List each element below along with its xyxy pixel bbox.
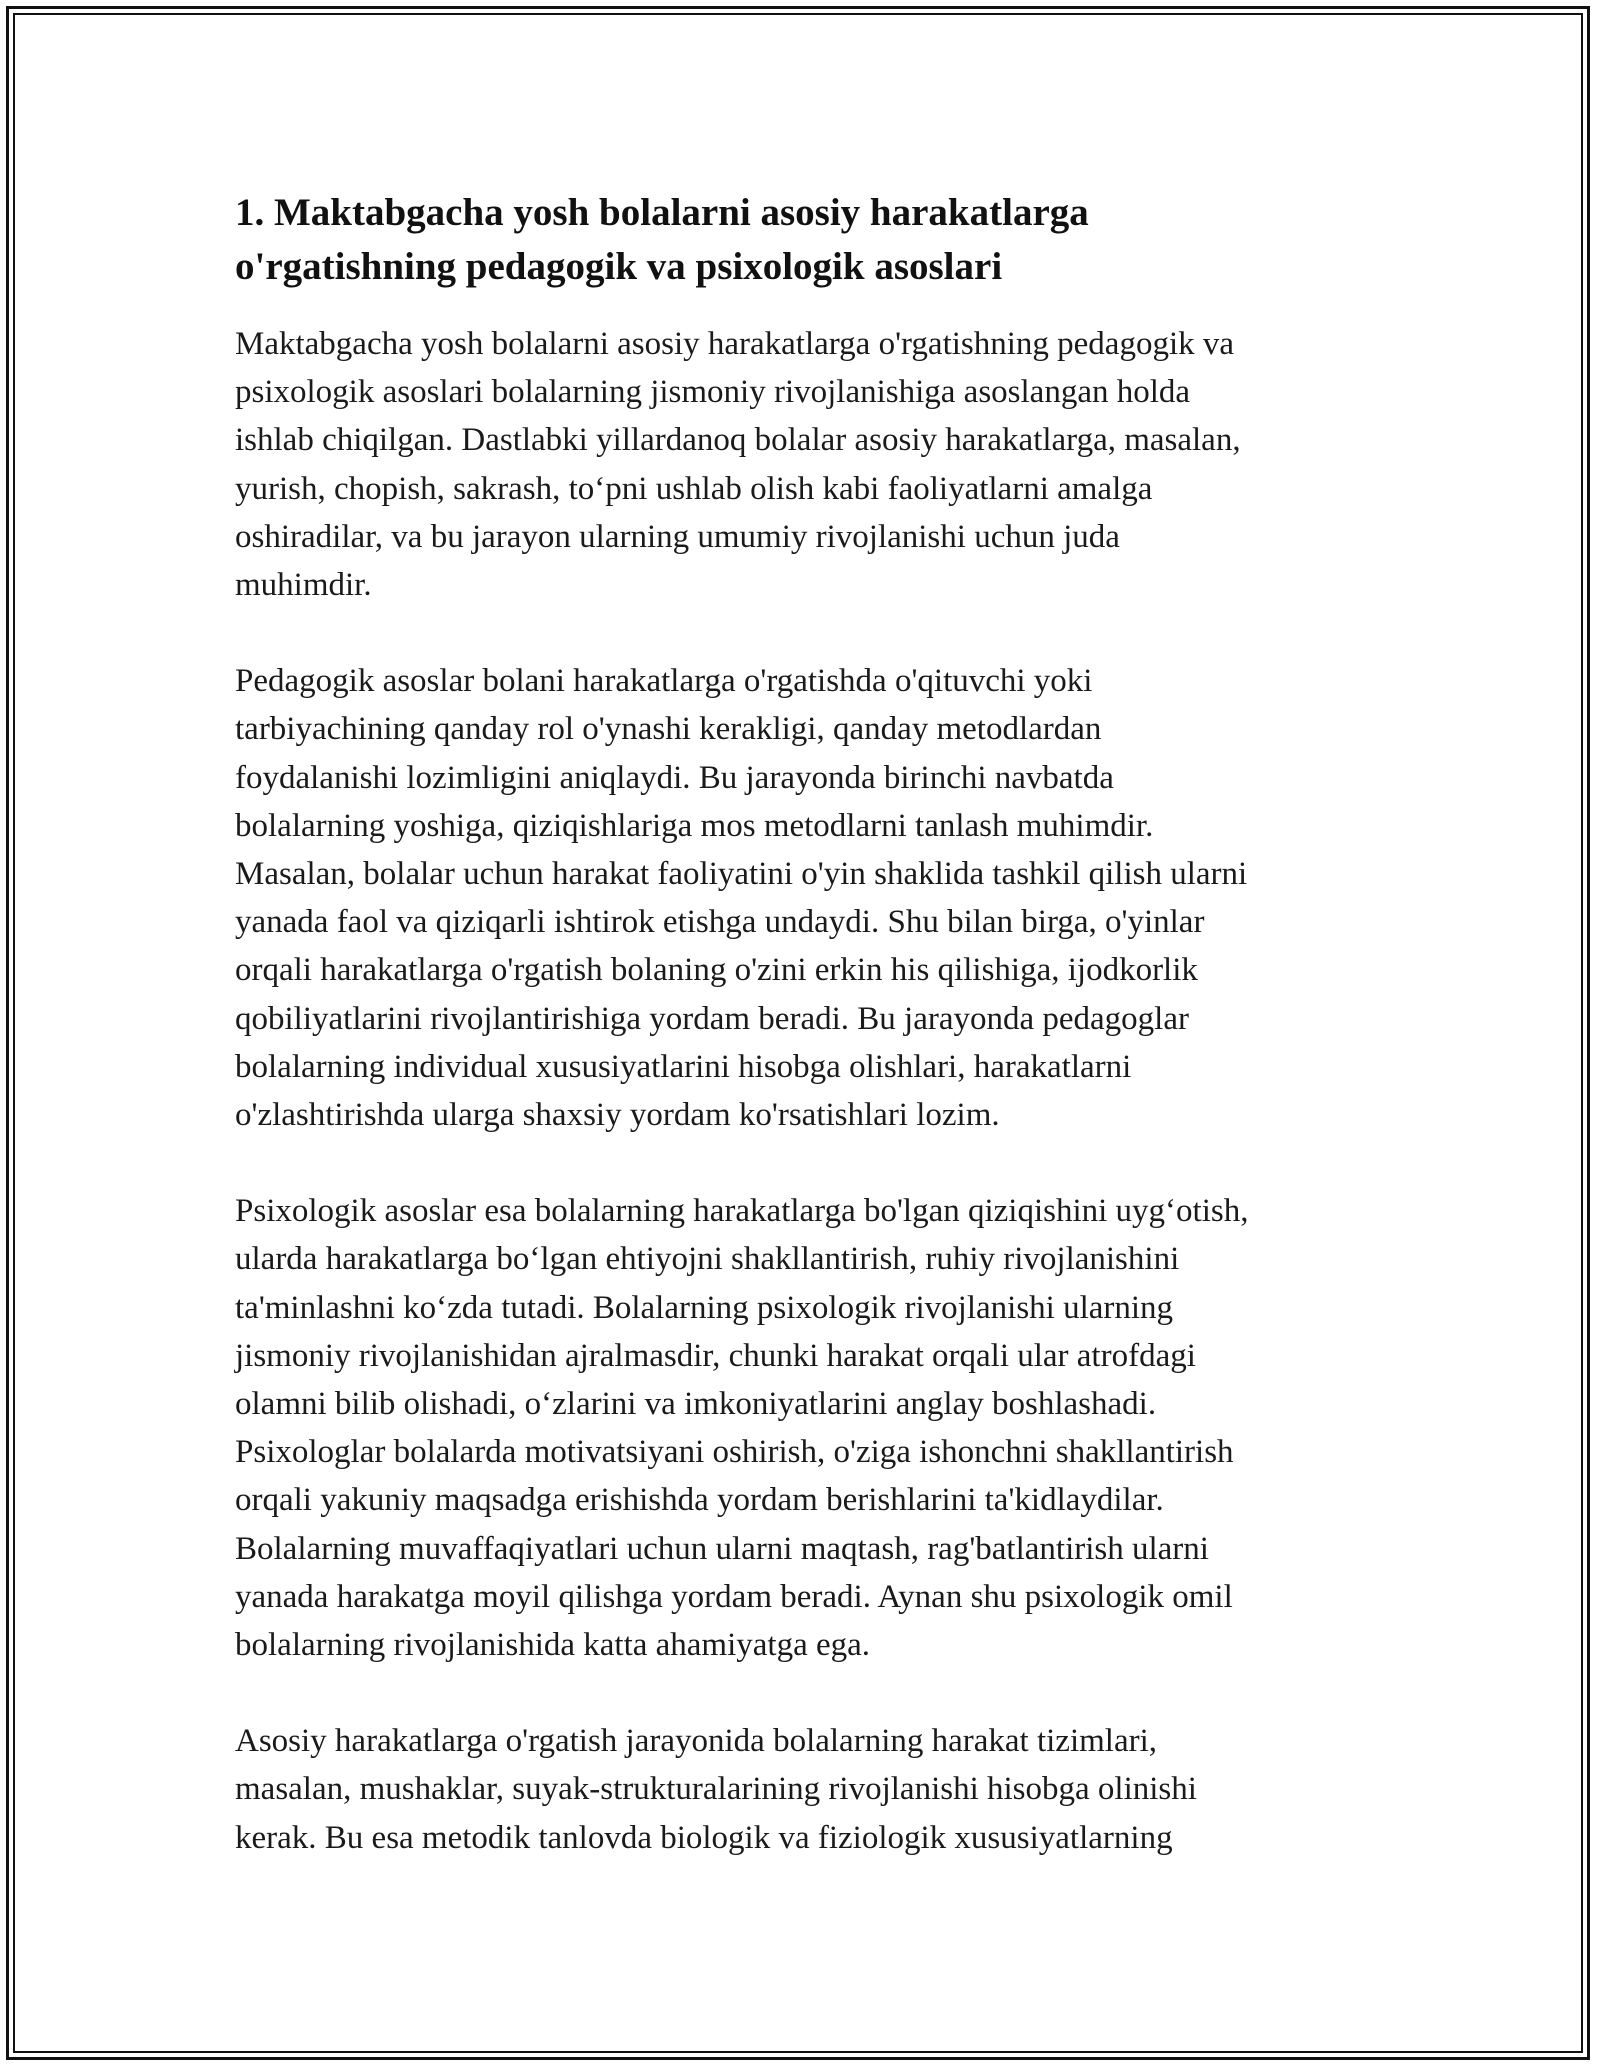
paragraph-pedagogical xyxy=(235,657,1365,1139)
paragraph-intro xyxy=(235,320,1365,609)
text-line: Asosiy harakatlarga o'rgatish jarayonida bolalarning harakat tizimlari, xyxy=(235,1723,1158,1760)
text-line: Masalan, bolalar uchun harakat faoliyatini o'yin shaklida tashkil qilish ularni xyxy=(235,856,1248,893)
text-line: jismoniy rivojlanishidan ajralmasdir, chunki harakat orqali ular atrofdagi xyxy=(235,1337,1196,1374)
text-line: ta'minlashni ko‘zda tutadi. Bolalarning psixologik rivojlanishi ularning xyxy=(235,1289,1174,1326)
text-line: bolalarning rivojlanishida katta ahamiyatga ega. xyxy=(235,1627,871,1664)
paragraph-psychological xyxy=(235,1187,1365,1669)
text-line: masalan, mushaklar, suyak-strukturalarining rivojlanishi hisobga olinishi xyxy=(235,1771,1197,1808)
text-line: Maktabgacha yosh bolalarni asosiy harakatlarga o'rgatishning pedagogik va xyxy=(235,326,1235,362)
text-line: Bolalarning muvaffaqiyatlari uchun ularni maqtash, rag'batlantirish ularni xyxy=(235,1530,1209,1567)
text-line: tarbiyachining qanday rol o'ynashi kerakligi, qanday metodlardan xyxy=(235,711,1102,748)
text-line: muhimdir. xyxy=(235,567,372,604)
text-line: orqali harakatlarga o'rgatish bolaning o'zini erkin his qilishiga, ijodkorlik xyxy=(235,952,1198,989)
text-line: psixologik asoslari bolalarning jismoniy rivojlanishiga asoslangan holda xyxy=(235,374,1191,411)
text-line: Psixologik asoslar esa bolalarning harakatlarga bo'lgan qiziqishini uyg‘otish, xyxy=(235,1193,1249,1230)
heading-line: 1. Maktabgacha yosh bolalarni asosiy harakatlarga xyxy=(235,191,1089,234)
text-line: oshiradilar, va bu jarayon ularning umumiy rivojlanishi uchun juda xyxy=(235,518,1120,555)
text-line: Pedagogik asoslar bolani harakatlarga o'rgatishda o'qituvchi yoki xyxy=(235,663,1093,700)
text-line: Psixologlar bolalarda motivatsiyani oshirish, o'ziga ishonchni shakllantirish xyxy=(235,1434,1234,1471)
text-line: qobiliyatlarini rivojlantirishiga yordam beradi. Bu jarayonda pedagoglar xyxy=(235,1000,1189,1037)
text-line: bolalarning individual xususiyatlarini hisobga olishlari, harakatlarni xyxy=(235,1048,1132,1085)
text-line: yanada harakatga moyil qilishga yordam beradi. Aynan shu psixologik omil xyxy=(235,1578,1233,1615)
text-line: kerak. Bu esa metodik tanlovda biologik va fiziologik xususiyatlarning xyxy=(235,1819,1173,1856)
heading-line: o'rgatishning pedagogik va psixologik asoslari xyxy=(235,245,1003,288)
paragraph-physiological xyxy=(235,1717,1365,1862)
text-line: olamni bilib olishadi, o‘zlarini va imkoniyatlarini anglay boshlashadi. xyxy=(235,1386,1157,1423)
section-heading xyxy=(235,186,1365,294)
text-line: yurish, chopish, sakrash, to‘pni ushlab olish kabi faoliyatlarni amalga xyxy=(235,470,1153,507)
text-line: ularda harakatlarga bo‘lgan ehtiyojni shakllantirish, ruhiy rivojlanishini xyxy=(235,1241,1180,1278)
document-body xyxy=(235,186,1365,1910)
text-line: yanada faol va qiziqarli ishtirok etishga undaydi. Shu bilan birga, o'yinlar xyxy=(235,904,1205,941)
text-line: foydalanishi lozimligini aniqlaydi. Bu jarayonda birinchi navbatda xyxy=(235,759,1114,796)
text-line: bolalarning yoshiga, qiziqishlariga mos metodlarni tanlash muhimdir. xyxy=(235,807,1154,844)
text-line: o'zlashtirishda ularga shaxsiy yordam ko'rsatishlari lozim. xyxy=(235,1097,1000,1134)
text-line: orqali yakuniy maqsadga erishishda yordam berishlarini ta'kidlaydilar. xyxy=(235,1482,1164,1519)
text-line: ishlab chiqilgan. Dastlabki yillardanoq bolalar asosiy harakatlarga, masalan, xyxy=(235,422,1241,459)
